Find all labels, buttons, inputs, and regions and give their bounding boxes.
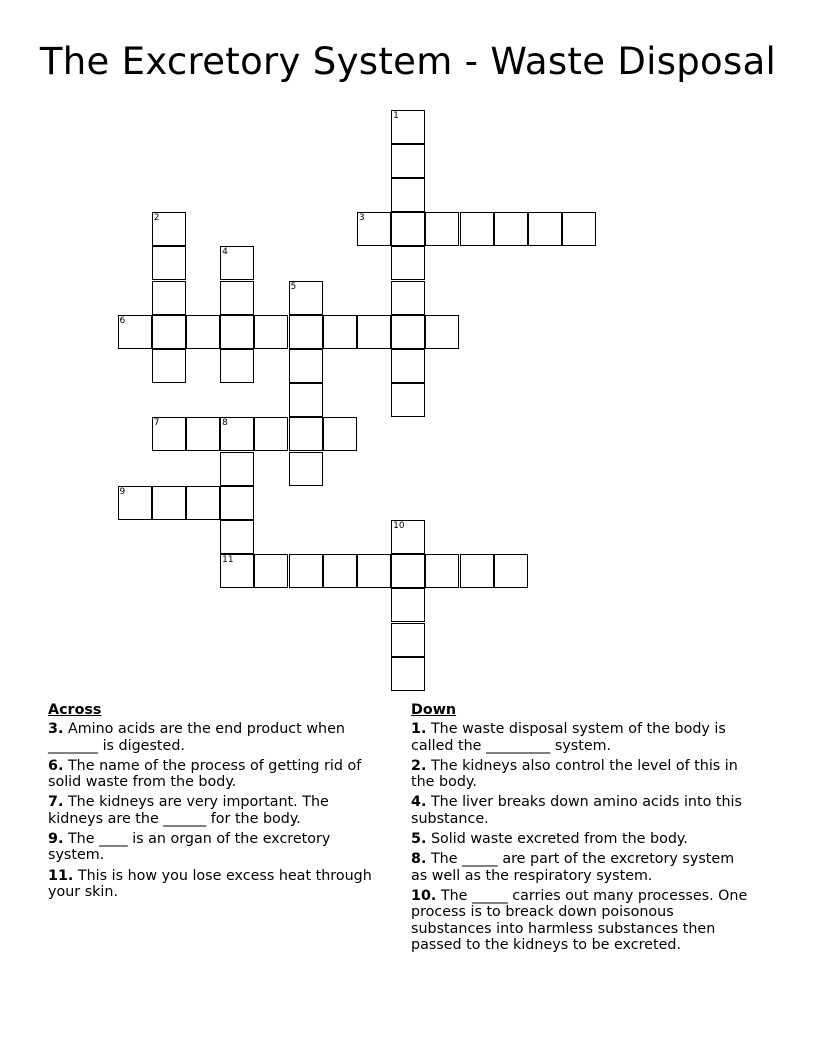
clue-down-8	[411, 851, 751, 884]
crossword-cell[interactable]	[391, 657, 425, 691]
crossword-cell[interactable]	[289, 315, 323, 349]
clue-text: The _____ carries out many processes. One process is to breack down poisonous substances into harmless substances then passed to the kidneys to be excreted.	[411, 887, 748, 953]
clue-number: 3.	[48, 721, 64, 738]
cell-number: 6	[119, 315, 126, 326]
clue-across-6	[48, 758, 388, 791]
crossword-cell[interactable]	[323, 417, 357, 451]
cell-number: 3	[358, 213, 365, 224]
down-heading: Down	[411, 702, 457, 718]
crossword-cell[interactable]	[220, 554, 254, 588]
crossword-cell[interactable]	[152, 246, 186, 280]
crossword-cell[interactable]	[460, 554, 494, 588]
crossword-cell[interactable]	[391, 383, 425, 417]
clue-number: 1.	[411, 721, 427, 738]
clue-number: 2.	[411, 757, 427, 774]
crossword-cell[interactable]	[357, 212, 391, 246]
crossword-cell[interactable]	[220, 520, 254, 554]
crossword-cell[interactable]	[391, 110, 425, 144]
crossword-cell[interactable]	[289, 349, 323, 383]
clue-across-11	[48, 868, 388, 901]
crossword-cell[interactable]	[254, 554, 288, 588]
clue-text: The liver breaks down amino acids into this substance.	[411, 794, 742, 827]
cell-number: 11	[222, 555, 234, 566]
clue-text: This is how you lose excess heat through your skin.	[48, 867, 372, 900]
clue-number: 8.	[411, 851, 427, 868]
crossword-cell[interactable]	[220, 315, 254, 349]
clue-text: The waste disposal system of the body is called the _________ system.	[411, 721, 726, 754]
crossword-cell[interactable]	[323, 554, 357, 588]
crossword-cell[interactable]	[186, 315, 220, 349]
crossword-cell[interactable]	[391, 349, 425, 383]
clue-down-10	[411, 888, 751, 953]
crossword-cell[interactable]	[254, 315, 288, 349]
clue-number: 4.	[411, 794, 427, 811]
crossword-cell[interactable]	[152, 212, 186, 246]
clue-text: The _____ are part of the excretory system as well as the respiratory system.	[411, 851, 735, 884]
clue-down-4	[411, 794, 751, 827]
clue-across-9	[48, 831, 388, 864]
clue-number: 6.	[48, 757, 64, 774]
crossword-cell[interactable]	[152, 281, 186, 315]
crossword-cell[interactable]	[289, 417, 323, 451]
crossword-cell[interactable]	[391, 212, 425, 246]
crossword-cell[interactable]	[391, 281, 425, 315]
crossword-cell[interactable]	[118, 486, 152, 520]
clue-text: Amino acids are the end product when _______ is digested.	[48, 721, 345, 754]
crossword-cell[interactable]	[254, 417, 288, 451]
crossword-cell[interactable]	[220, 486, 254, 520]
crossword-cell[interactable]	[460, 212, 494, 246]
crossword-cell[interactable]	[391, 588, 425, 622]
crossword-cell[interactable]	[391, 178, 425, 212]
cell-number: 5	[290, 281, 297, 292]
crossword-cell[interactable]	[220, 281, 254, 315]
crossword-cell[interactable]	[391, 520, 425, 554]
crossword-cell[interactable]	[391, 315, 425, 349]
crossword-cell[interactable]	[186, 486, 220, 520]
clue-number: 9.	[48, 831, 64, 848]
clue-down-2	[411, 758, 751, 791]
crossword-cell[interactable]	[152, 315, 186, 349]
clue-number: 7.	[48, 794, 64, 811]
crossword-cell[interactable]	[289, 452, 323, 486]
crossword-cell[interactable]	[152, 349, 186, 383]
clue-down-5	[411, 831, 751, 847]
crossword-cell[interactable]	[357, 315, 391, 349]
crossword-cell[interactable]	[391, 554, 425, 588]
cell-number: 9	[119, 486, 126, 497]
crossword-cell[interactable]	[220, 417, 254, 451]
crossword-cell[interactable]	[220, 246, 254, 280]
crossword-cell[interactable]	[152, 417, 186, 451]
page-title: The Excretory System - Waste Disposal	[39, 40, 777, 83]
cell-number: 7	[153, 418, 160, 429]
crossword-cell[interactable]	[528, 212, 562, 246]
crossword-cell[interactable]	[289, 383, 323, 417]
crossword-cell[interactable]	[562, 212, 596, 246]
crossword-cell[interactable]	[186, 417, 220, 451]
across-heading: Across	[48, 702, 102, 718]
crossword-cell[interactable]	[289, 554, 323, 588]
clue-text: The name of the process of getting rid of solid waste from the body.	[48, 757, 362, 791]
down-clues	[411, 702, 751, 957]
crossword-cell[interactable]	[494, 212, 528, 246]
cell-number: 2	[153, 213, 160, 224]
crossword-cell[interactable]	[357, 554, 391, 588]
clue-number: 10.	[411, 887, 437, 904]
crossword-cell[interactable]	[118, 315, 152, 349]
crossword-cell[interactable]	[391, 144, 425, 178]
clue-text: The kidneys also control the level of this in the body.	[411, 757, 738, 791]
across-clues	[48, 702, 388, 904]
clue-text: The ____ is an organ of the excretory system.	[48, 831, 331, 864]
crossword-cell[interactable]	[494, 554, 528, 588]
crossword-cell[interactable]	[289, 281, 323, 315]
clue-down-1	[411, 721, 751, 754]
cell-number: 10	[393, 520, 405, 531]
clue-number: 5.	[411, 831, 427, 848]
clue-across-7	[48, 794, 388, 827]
crossword-cell[interactable]	[152, 486, 186, 520]
crossword-cell[interactable]	[425, 554, 459, 588]
clue-across-3	[48, 721, 388, 754]
crossword-cell[interactable]	[391, 623, 425, 657]
cell-number: 8	[222, 418, 228, 429]
crossword-cell[interactable]	[391, 246, 425, 280]
clue-text: Solid waste excreted from the body.	[430, 831, 688, 848]
cell-number: 4	[222, 247, 228, 258]
clue-number: 11.	[48, 867, 74, 884]
crossword-cell[interactable]	[323, 315, 357, 349]
cell-number: 1	[393, 110, 399, 121]
crossword-cell[interactable]	[220, 452, 254, 486]
crossword-cell[interactable]	[220, 349, 254, 383]
crossword-cell[interactable]	[425, 315, 459, 349]
crossword-cell[interactable]	[425, 212, 459, 246]
clue-text: The kidneys are very important. The kidneys are the ______ for the body.	[48, 794, 329, 827]
